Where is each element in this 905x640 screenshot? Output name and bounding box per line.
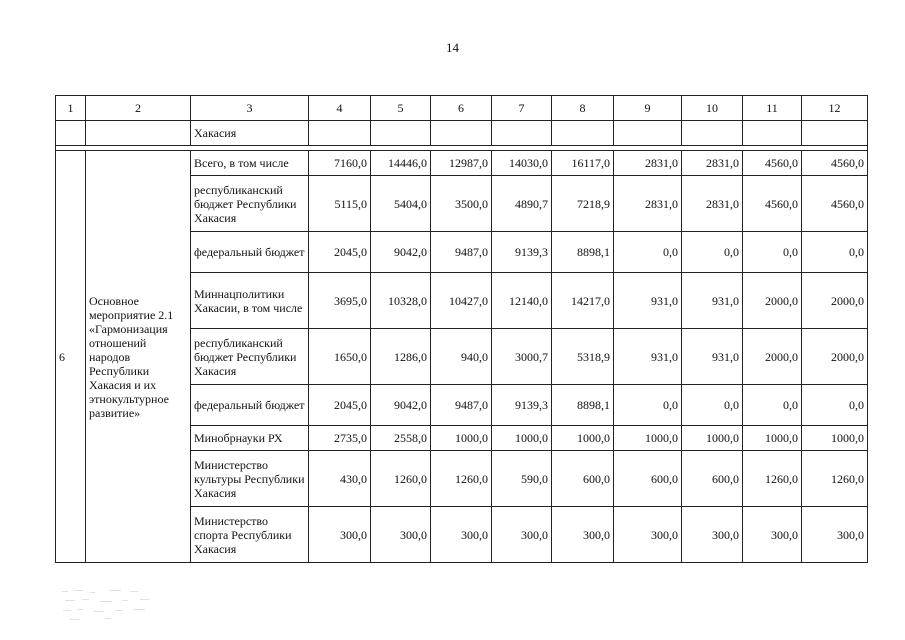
funding-source: федеральный бюджет: [191, 385, 309, 426]
amount-cell-col-6: 9487,0: [431, 232, 492, 273]
amount-cell-col-10: 600,0: [682, 451, 743, 507]
amount-cell-col-11: 4560,0: [743, 176, 802, 232]
amount-cell-col-5: 2558,0: [371, 426, 431, 451]
amount-cell-col-10: 1000,0: [682, 426, 743, 451]
amount-cell-col-5: 300,0: [371, 507, 431, 563]
continuation-source: Хакасия: [191, 121, 309, 146]
amount-cell-col-10: 931,0: [682, 273, 743, 329]
amount-cell-col-10: 931,0: [682, 329, 743, 385]
amount-cell-col-4: 430,0: [309, 451, 371, 507]
amount-cell-col-12: 2000,0: [802, 329, 868, 385]
amount-cell-col-11: 300,0: [743, 507, 802, 563]
amount-cell-col-6: 10427,0: [431, 273, 492, 329]
amount-cell-col-5: 1286,0: [371, 329, 431, 385]
amount-cell-col-7: 590,0: [492, 451, 552, 507]
amount-cell-col-10: 2831,0: [682, 151, 743, 176]
amount-cell-col-9: 0,0: [614, 385, 682, 426]
amount-cell-col-4: 7160,0: [309, 151, 371, 176]
amount-cell-col-6: 3500,0: [431, 176, 492, 232]
column-number-9: 9: [614, 96, 682, 121]
table-row: [56, 151, 868, 176]
amount-cell-col-11: 2000,0: [743, 329, 802, 385]
continuation-cell-event: [86, 121, 191, 146]
column-number-7: 7: [492, 96, 552, 121]
amount-cell-col-5: 9042,0: [371, 385, 431, 426]
funding-source: Минобрнауки РХ: [191, 426, 309, 451]
event-index: 6: [56, 151, 86, 563]
funding-source: Всего, в том числе: [191, 151, 309, 176]
budget-table: [55, 95, 868, 563]
amount-cell-col-8: 7218,9: [552, 176, 614, 232]
amount-cell-col-7: 14030,0: [492, 151, 552, 176]
column-number-2: 2: [86, 96, 191, 121]
column-number-8: 8: [552, 96, 614, 121]
amount-cell-col-11: 1260,0: [743, 451, 802, 507]
amount-cell-col-8: 8898,1: [552, 385, 614, 426]
amount-cell-col-10: 300,0: [682, 507, 743, 563]
amount-cell-col-4: 5115,0: [309, 176, 371, 232]
amount-cell-col-4: 1650,0: [309, 329, 371, 385]
continuation-row: [56, 121, 868, 146]
amount-cell-col-12: 2000,0: [802, 273, 868, 329]
amount-cell-col-11: 2000,0: [743, 273, 802, 329]
amount-cell-col-7: 300,0: [492, 507, 552, 563]
amount-cell-col-6: 1000,0: [431, 426, 492, 451]
amount-cell-col-8: 300,0: [552, 507, 614, 563]
amount-cell-col-12: 300,0: [802, 507, 868, 563]
amount-cell-col-8: 8898,1: [552, 232, 614, 273]
amount-cell-col-11: 0,0: [743, 232, 802, 273]
amount-cell-col-12: 4560,0: [802, 151, 868, 176]
amount-cell-col-5: 9042,0: [371, 232, 431, 273]
amount-cell-col-12: 0,0: [802, 385, 868, 426]
column-number-6: 6: [431, 96, 492, 121]
funding-source: республиканский бюджет Республики Хакасия: [191, 329, 309, 385]
amount-cell-col-6: 9487,0: [431, 385, 492, 426]
column-number-3: 3: [191, 96, 309, 121]
amount-cell-col-10: 0,0: [682, 232, 743, 273]
amount-cell-col-4: 2735,0: [309, 426, 371, 451]
scan-noise-marks: [60, 588, 155, 623]
amount-cell-col-12: 1260,0: [802, 451, 868, 507]
amount-cell-col-5: 1260,0: [371, 451, 431, 507]
amount-cell-col-10: 2831,0: [682, 176, 743, 232]
amount-cell-col-8: 1000,0: [552, 426, 614, 451]
amount-cell-col-8: 14217,0: [552, 273, 614, 329]
amount-cell-col-9: 1000,0: [614, 426, 682, 451]
funding-source: Миннацполитики Хакасии, в том числе: [191, 273, 309, 329]
column-number-row: [56, 96, 868, 121]
amount-cell-col-5: 14446,0: [371, 151, 431, 176]
amount-cell-col-5: 10328,0: [371, 273, 431, 329]
amount-cell-col-12: 1000,0: [802, 426, 868, 451]
amount-cell-col-6: 1260,0: [431, 451, 492, 507]
amount-cell-col-12: 4560,0: [802, 176, 868, 232]
page-number: 14: [446, 40, 459, 55]
amount-cell-col-6: 300,0: [431, 507, 492, 563]
amount-cell-col-11: 0,0: [743, 385, 802, 426]
amount-cell-col-10: 0,0: [682, 385, 743, 426]
amount-cell-col-4: 300,0: [309, 507, 371, 563]
funding-source: Министерство культуры Республики Хакасия: [191, 451, 309, 507]
column-number-10: 10: [682, 96, 743, 121]
amount-cell-col-4: 3695,0: [309, 273, 371, 329]
amount-cell-col-12: 0,0: [802, 232, 868, 273]
amount-cell-col-7: 3000,7: [492, 329, 552, 385]
amount-cell-col-11: 4560,0: [743, 151, 802, 176]
column-number-11: 11: [743, 96, 802, 121]
amount-cell-col-7: 9139,3: [492, 385, 552, 426]
funding-source: федеральный бюджет: [191, 232, 309, 273]
amount-cell-col-7: 9139,3: [492, 232, 552, 273]
amount-cell-col-9: 600,0: [614, 451, 682, 507]
amount-cell-col-9: 931,0: [614, 273, 682, 329]
amount-cell-col-4: 2045,0: [309, 385, 371, 426]
column-number-5: 5: [371, 96, 431, 121]
amount-cell-col-9: 0,0: [614, 232, 682, 273]
amount-cell-col-9: 2831,0: [614, 176, 682, 232]
column-number-12: 12: [802, 96, 868, 121]
amount-cell-col-6: 940,0: [431, 329, 492, 385]
amount-cell-col-9: 300,0: [614, 507, 682, 563]
amount-cell-col-8: 600,0: [552, 451, 614, 507]
amount-cell-col-4: 2045,0: [309, 232, 371, 273]
amount-cell-col-6: 12987,0: [431, 151, 492, 176]
column-number-1: 1: [56, 96, 86, 121]
event-name: Основное мероприятие 2.1 «Гармонизация отношений народов Республики Хакасия и их этнокультурное развитие»: [86, 151, 191, 563]
continuation-cell-index: [56, 121, 86, 146]
amount-cell-col-7: 4890,7: [492, 176, 552, 232]
amount-cell-col-9: 931,0: [614, 329, 682, 385]
amount-cell-col-7: 12140,0: [492, 273, 552, 329]
column-number-4: 4: [309, 96, 371, 121]
amount-cell-col-11: 1000,0: [743, 426, 802, 451]
funding-source: Министерство спорта Республики Хакасия: [191, 507, 309, 563]
amount-cell-col-9: 2831,0: [614, 151, 682, 176]
amount-cell-col-8: 16117,0: [552, 151, 614, 176]
amount-cell-col-8: 5318,9: [552, 329, 614, 385]
amount-cell-col-5: 5404,0: [371, 176, 431, 232]
funding-source: республиканский бюджет Республики Хакасия: [191, 176, 309, 232]
amount-cell-col-7: 1000,0: [492, 426, 552, 451]
